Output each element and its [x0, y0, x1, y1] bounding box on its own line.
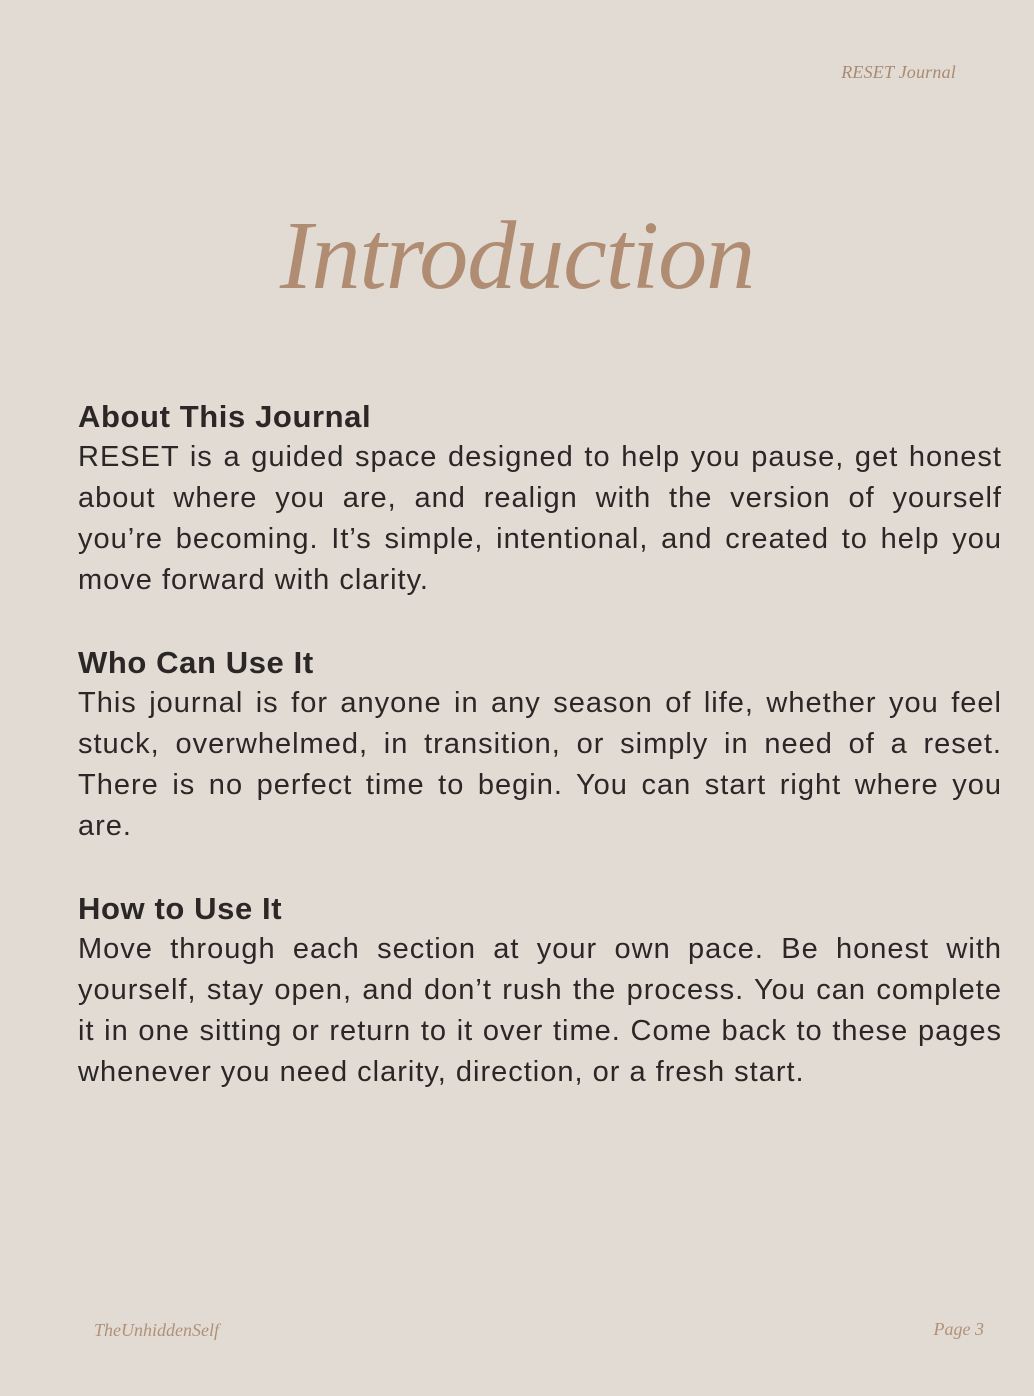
- section-body: This journal is for anyone in any season of life, whether you feel stuck, overwhelmed, in transition, or simply in need of a reset. There is no perfect time to begin. You can start right where you are.: [78, 687, 1002, 842]
- section-body: RESET is a guided space designed to help you pause, get honest about where you are, and realign with the version of yourself you’re becoming. It’s simple, intentional, and created to help you move forward with clarity.: [78, 441, 1002, 596]
- main-content: [78, 396, 1002, 1134]
- page-title: Introduction: [279, 202, 755, 310]
- footer-brand: TheUnhiddenSelf: [94, 1320, 219, 1340]
- section-heading: Who Can Use It: [78, 645, 314, 680]
- section-how: [78, 888, 1002, 1093]
- section-about: [78, 396, 1002, 601]
- section-heading: About This Journal: [78, 399, 372, 434]
- section-body: Move through each section at your own pace. Be honest with yourself, stay open, and don’t rush the process. You can complete it in one sitting or return to it over time. Come back to these pages whenever you need clarity, direction, or a fresh start.: [78, 933, 1002, 1088]
- page-number: Page 3: [933, 1319, 984, 1339]
- document-header-title: RESET Journal: [841, 62, 956, 82]
- section-heading: How to Use It: [78, 891, 283, 926]
- section-who: [78, 642, 1002, 847]
